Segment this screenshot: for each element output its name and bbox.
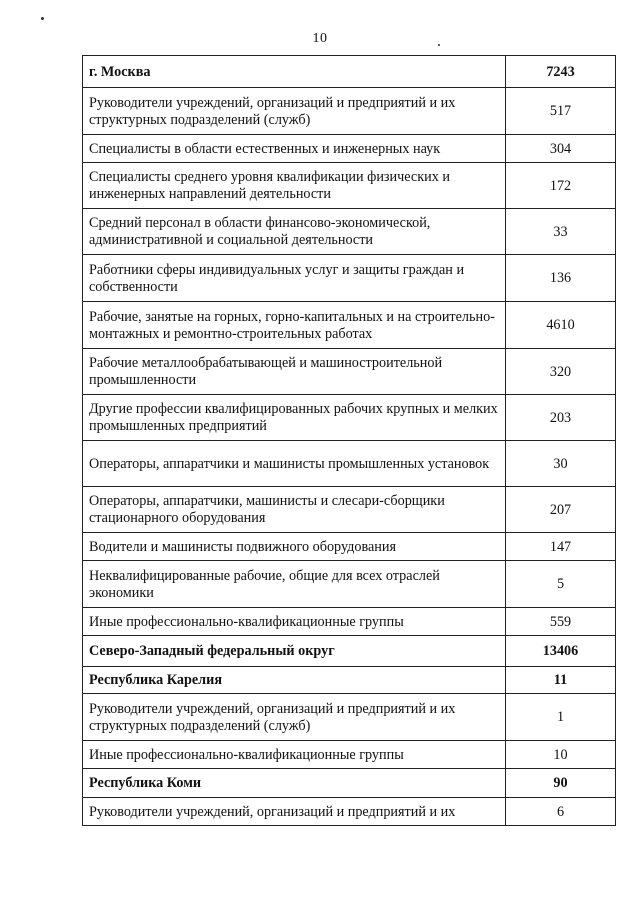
occupation-name-cell: Специалисты среднего уровня квалификации физических и инженерных направлений деятельности	[83, 163, 506, 209]
table-row	[83, 533, 616, 561]
count-cell: 207	[506, 487, 616, 533]
occupation-name-cell: Другие профессии квалифицированных рабочих крупных и мелких промышленных предприятий	[83, 395, 506, 441]
count-cell: 203	[506, 395, 616, 441]
region-total-cell: 11	[506, 667, 616, 694]
region-total-cell: 90	[506, 769, 616, 798]
count-cell: 304	[506, 135, 616, 163]
table-row	[83, 694, 616, 741]
page-number: 10	[312, 31, 328, 46]
region-total-cell: 7243	[506, 56, 616, 88]
occupation-name-cell: Руководители учреждений, организаций и предприятий и их структурных подразделений (служб)	[83, 88, 506, 135]
table-row	[83, 487, 616, 533]
count-cell: 559	[506, 608, 616, 636]
occupation-name-cell: Водители и машинисты подвижного оборудования	[83, 533, 506, 561]
table-row	[83, 561, 616, 608]
count-cell: 136	[506, 255, 616, 302]
table-row	[83, 608, 616, 636]
region-row	[83, 667, 616, 694]
count-cell: 6	[506, 798, 616, 826]
occupation-name-cell: Операторы, аппаратчики, машинисты и слесари-сборщики стационарного оборудования	[83, 487, 506, 533]
occupation-table	[82, 55, 616, 826]
count-cell: 320	[506, 349, 616, 395]
table-row	[83, 209, 616, 255]
table-body	[83, 56, 616, 826]
region-name-cell: Северо-Западный федеральный округ	[83, 636, 506, 667]
occupation-name-cell: Рабочие металлообрабатывающей и машиностроительной промышленности	[83, 349, 506, 395]
count-cell: 147	[506, 533, 616, 561]
table-row	[83, 741, 616, 769]
region-name-cell: г. Москва	[83, 56, 506, 88]
count-cell: 10	[506, 741, 616, 769]
table-row	[83, 349, 616, 395]
table-row	[83, 798, 616, 826]
region-row	[83, 769, 616, 798]
occupation-name-cell: Работники сферы индивидуальных услуг и защиты граждан и собственности	[83, 255, 506, 302]
occupation-name-cell: Иные профессионально-квалификационные группы	[83, 608, 506, 636]
count-cell: 30	[506, 441, 616, 487]
count-cell: 517	[506, 88, 616, 135]
region-row	[83, 56, 616, 88]
occupation-name-cell: Иные профессионально-квалификационные группы	[83, 741, 506, 769]
count-cell: 4610	[506, 302, 616, 349]
table-row	[83, 88, 616, 135]
table-row	[83, 135, 616, 163]
table-row	[83, 395, 616, 441]
region-name-cell: Республика Карелия	[83, 667, 506, 694]
table-row	[83, 302, 616, 349]
occupation-name-cell: Средний персонал в области финансово-экономической, административной и социальной деятельности	[83, 209, 506, 255]
count-cell: 5	[506, 561, 616, 608]
region-total-cell: 13406	[506, 636, 616, 667]
occupation-name-cell: Руководители учреждений, организаций и предприятий и их структурных подразделений (служб)	[83, 694, 506, 741]
occupation-name-cell: Рабочие, занятые на горных, горно-капитальных и на строительно-монтажных и ремонтно-строительных работах	[83, 302, 506, 349]
region-name-cell: Республика Коми	[83, 769, 506, 798]
table-row	[83, 255, 616, 302]
count-cell: 172	[506, 163, 616, 209]
count-cell: 33	[506, 209, 616, 255]
table-row	[83, 441, 616, 487]
occupation-name-cell: Операторы, аппаратчики и машинисты промышленных установок	[83, 441, 506, 487]
occupation-name-cell: Неквалифицированные рабочие, общие для всех отраслей экономики	[83, 561, 506, 608]
region-row	[83, 636, 616, 667]
count-cell: 1	[506, 694, 616, 741]
table-row	[83, 163, 616, 209]
occupation-name-cell: Специалисты в области естественных и инженерных наук	[83, 135, 506, 163]
scan-speck	[41, 17, 44, 20]
occupation-name-cell: Руководители учреждений, организаций и предприятий и их	[83, 798, 506, 826]
